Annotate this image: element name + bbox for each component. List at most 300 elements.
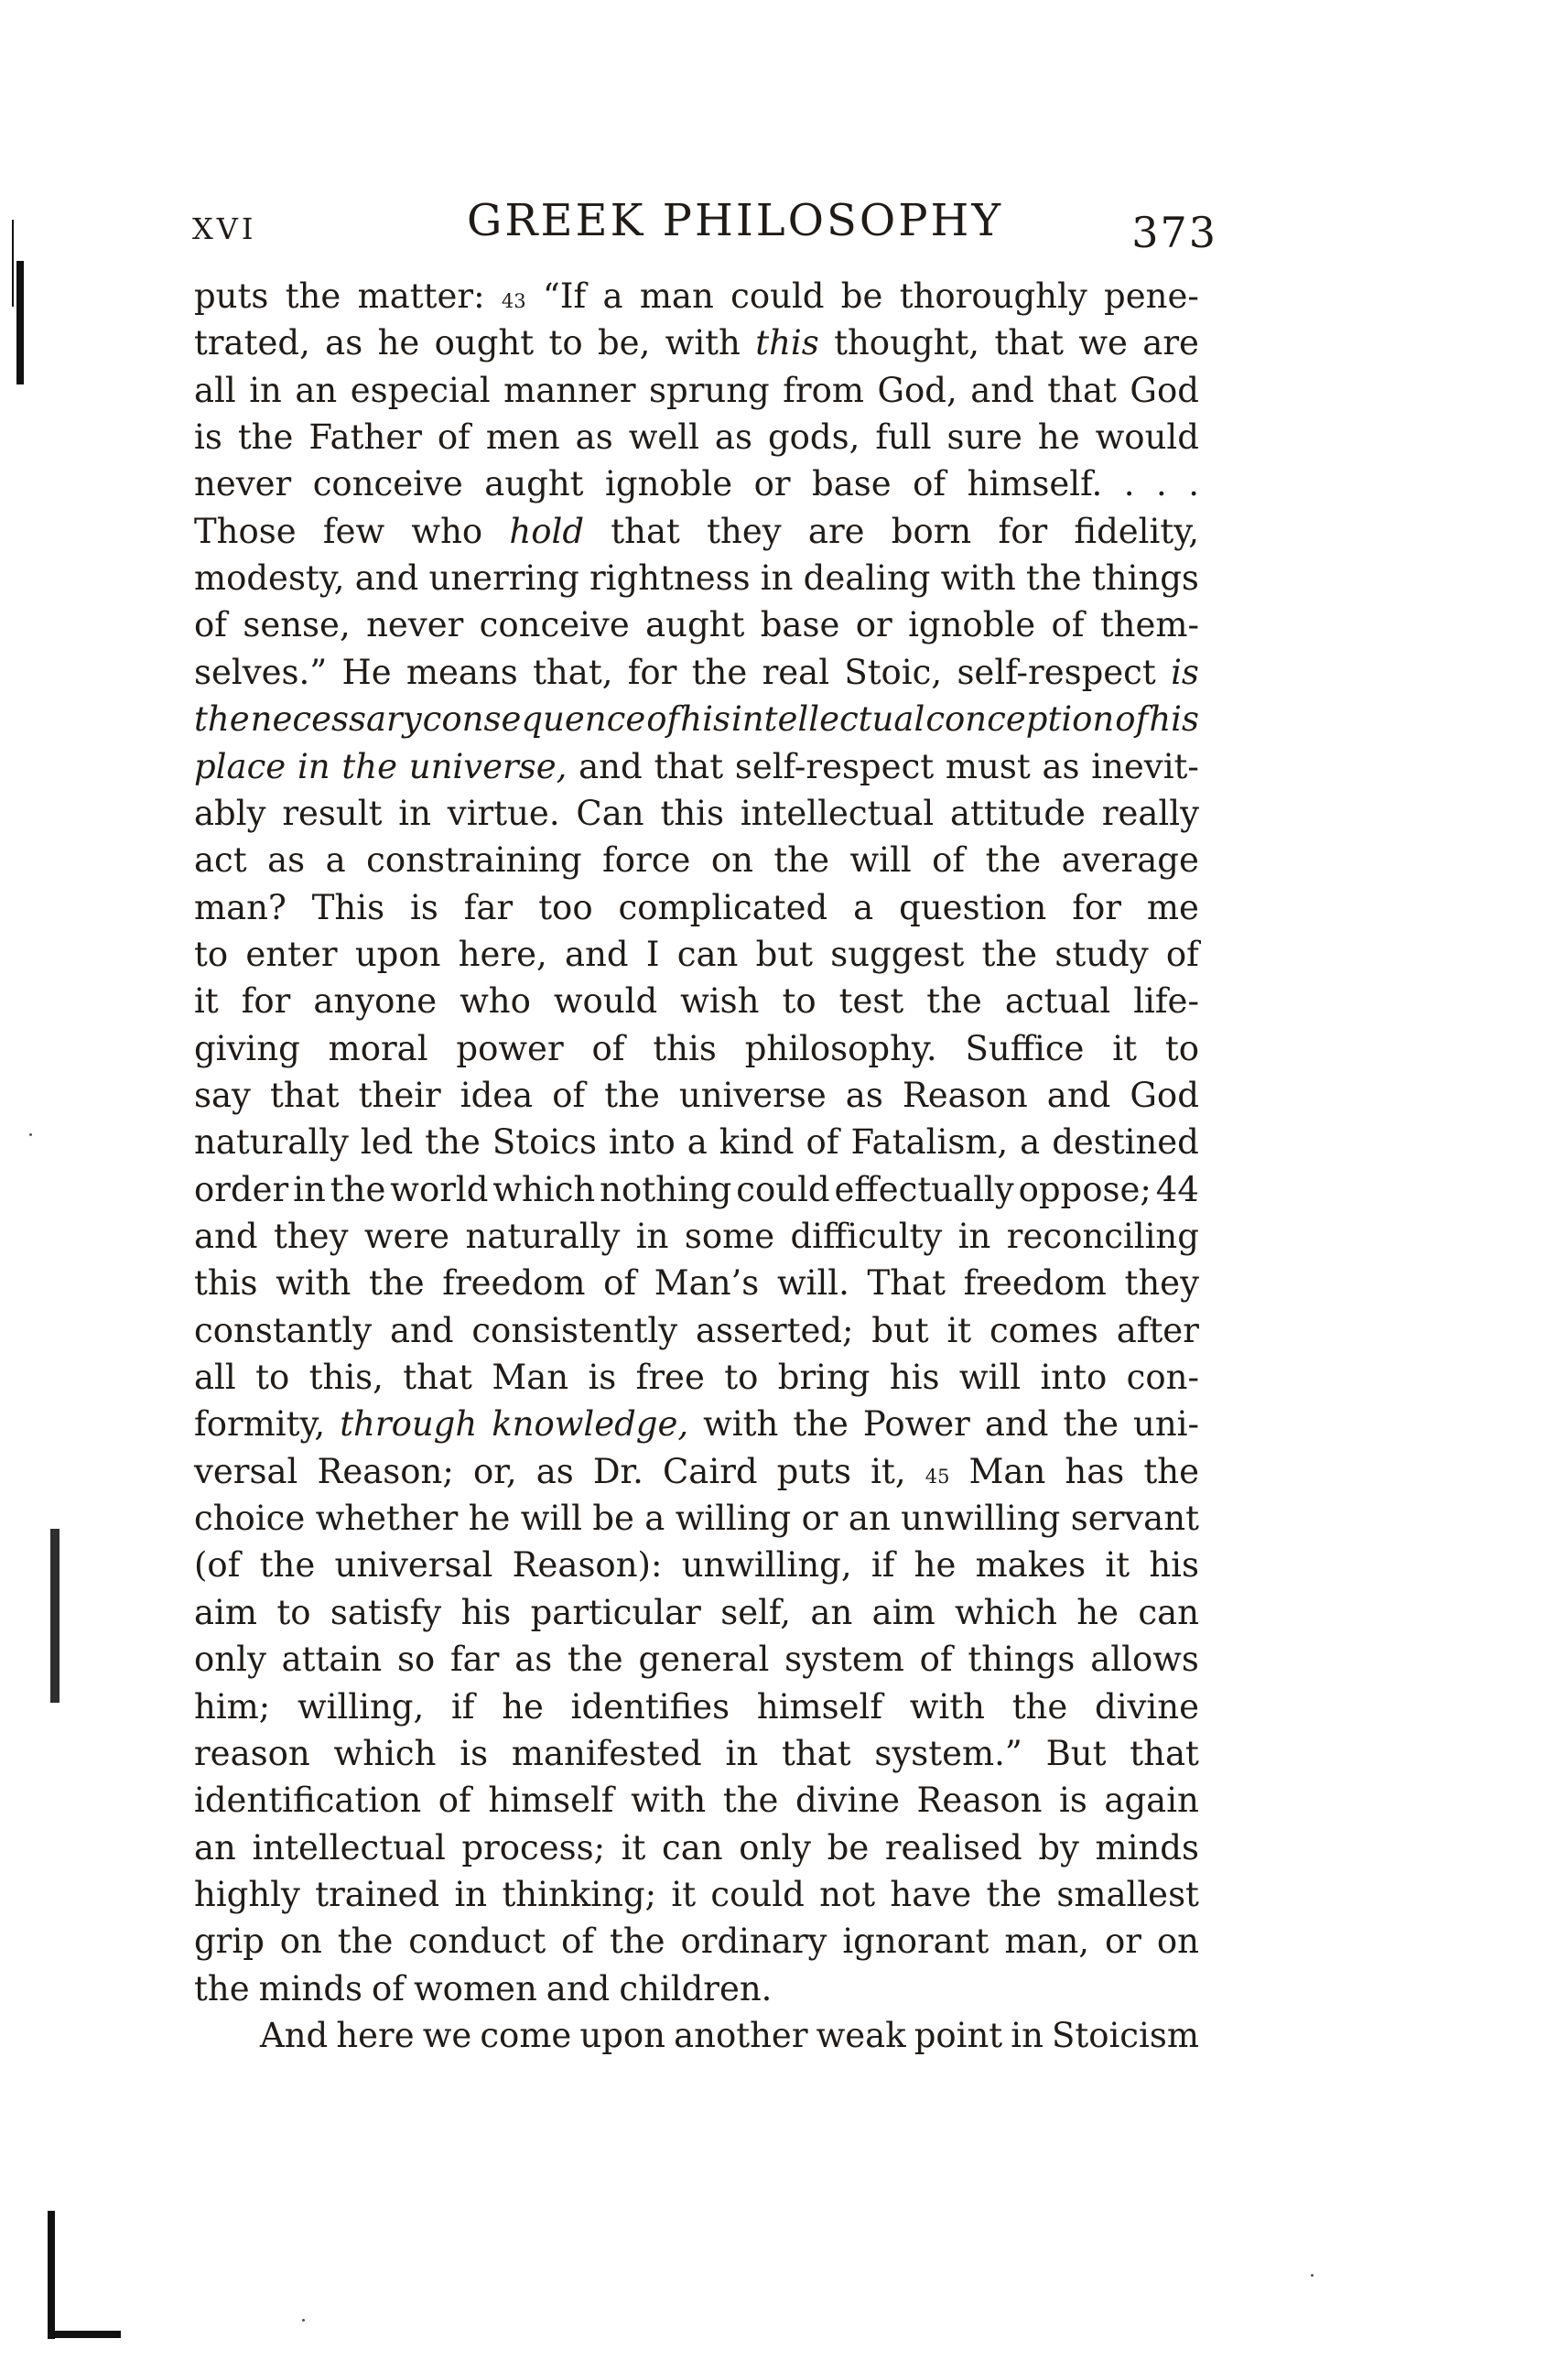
text-word: he xyxy=(1076,1592,1119,1632)
text-word: too xyxy=(538,887,593,927)
text-word: of xyxy=(552,1075,586,1115)
text-word: constantly xyxy=(194,1310,373,1350)
text-line: versal Reason; or, as Dr. Caird puts it, 45 Man has the xyxy=(194,1451,1199,1491)
text-word: of xyxy=(438,1781,471,1821)
text-word: Can xyxy=(576,793,644,833)
text-word: conception xyxy=(925,699,1115,740)
text-word: “If xyxy=(542,276,587,316)
text-word: who xyxy=(460,981,531,1022)
text-word: that xyxy=(1130,1733,1199,1773)
text-word: all xyxy=(194,1358,236,1398)
text-word: of xyxy=(913,464,946,504)
text-word: of xyxy=(561,1922,595,1962)
text-word: ably xyxy=(194,793,266,833)
text-line xyxy=(194,1875,1199,1921)
text-word: as xyxy=(514,1640,553,1680)
text-word: rightness xyxy=(589,558,751,599)
text-word: dealing xyxy=(803,558,931,599)
text-word: of xyxy=(919,1640,953,1680)
text-word: an xyxy=(810,1592,853,1632)
text-word: this, xyxy=(308,1358,384,1398)
text-word: Reason xyxy=(902,1075,1028,1115)
text-word: will xyxy=(958,1358,1022,1398)
text-word: This xyxy=(311,887,385,927)
text-word: them- xyxy=(1099,605,1199,645)
text-word: Man’s xyxy=(654,1263,760,1304)
text-word: base xyxy=(812,464,892,504)
text-word: have xyxy=(890,1874,972,1914)
text-word: of xyxy=(591,1028,625,1068)
text-word: they xyxy=(273,1217,349,1256)
text-word: reconciling xyxy=(1006,1217,1199,1256)
text-line xyxy=(194,699,1199,745)
text-word: naturally xyxy=(194,1122,349,1163)
text-word: act xyxy=(194,840,247,881)
text-word: with xyxy=(909,1686,985,1727)
text-word: Caird xyxy=(663,1451,758,1491)
text-word: the xyxy=(773,840,830,881)
text-word: could xyxy=(730,276,825,316)
text-word: or xyxy=(801,1499,838,1539)
text-word: naturally xyxy=(465,1217,621,1256)
text-word: smallest xyxy=(1056,1874,1199,1914)
text-word: divine xyxy=(795,1781,900,1821)
text-word: a xyxy=(325,840,346,881)
text-word: minds xyxy=(258,1968,363,2008)
text-word: all xyxy=(194,370,236,410)
text-line xyxy=(194,512,1199,558)
text-word: who xyxy=(411,511,483,551)
text-word: asserted; xyxy=(695,1310,854,1350)
text-word: real xyxy=(762,652,830,692)
text-word: allows xyxy=(1090,1640,1199,1680)
text-word: place xyxy=(194,746,287,786)
text-word: could xyxy=(736,1169,830,1209)
text-word: and xyxy=(354,558,419,599)
text-word: which xyxy=(955,1592,1057,1632)
text-word: average xyxy=(1061,840,1199,881)
text-word: has xyxy=(1065,1451,1125,1491)
text-word: from xyxy=(783,370,864,410)
text-word: me xyxy=(1146,887,1199,927)
text-line xyxy=(260,2016,1199,2062)
text-word: Man xyxy=(968,1451,1046,1491)
text-line xyxy=(194,1263,1199,1309)
text-word: effectually xyxy=(834,1169,1014,1209)
text-word: I xyxy=(645,934,660,974)
text-word: thoroughly xyxy=(899,276,1087,316)
text-line xyxy=(194,1311,1199,1357)
text-word: destined xyxy=(1052,1122,1199,1163)
text-word: life- xyxy=(1133,981,1199,1022)
text-word: a xyxy=(602,276,623,316)
text-word: minds xyxy=(1095,1827,1199,1868)
text-word: aught xyxy=(484,464,584,504)
text-word: aught xyxy=(645,605,745,645)
text-line xyxy=(194,1781,1199,1826)
text-word: of xyxy=(1051,605,1085,645)
text-word: Suffice xyxy=(965,1028,1085,1068)
text-word: he xyxy=(468,1499,511,1539)
text-line xyxy=(194,888,1199,934)
text-word: the xyxy=(722,1781,779,1821)
text-word: or, xyxy=(472,1451,517,1491)
text-word: intellectual xyxy=(252,1827,446,1868)
text-word: selves.” xyxy=(194,652,328,692)
text-word: a xyxy=(1020,1122,1041,1163)
left-scan-mark-top-thin xyxy=(12,220,14,307)
text-word: general xyxy=(638,1640,770,1680)
text-word: means xyxy=(406,652,518,692)
text-word: as xyxy=(267,840,306,881)
text-word: the xyxy=(568,1640,623,1680)
text-word: man xyxy=(639,276,714,316)
text-word: sure xyxy=(946,417,1022,458)
text-word: order xyxy=(194,1169,289,1209)
text-line xyxy=(194,1076,1199,1121)
text-word: another xyxy=(674,2015,808,2055)
text-word: in xyxy=(454,1874,488,1914)
text-line: puts the matter: 43 “If a man could be thoroughly pene- xyxy=(194,276,1199,316)
text-word: and xyxy=(194,1217,258,1256)
text-word: in xyxy=(1011,2015,1044,2055)
text-line xyxy=(194,1969,1199,2015)
text-word: and xyxy=(579,746,643,786)
text-word: weak xyxy=(816,2015,906,2055)
text-word: conduct xyxy=(408,1922,546,1962)
text-word: for xyxy=(998,511,1048,551)
text-word: on xyxy=(710,840,753,881)
text-line xyxy=(194,605,1199,651)
text-word: be, xyxy=(597,323,651,363)
text-word: con- xyxy=(1126,1358,1199,1398)
chapter-number: XVI xyxy=(192,211,257,246)
text-word: unerring xyxy=(428,558,579,599)
text-word: base xyxy=(760,605,840,645)
text-word: Stoics xyxy=(492,1122,597,1163)
text-word: He xyxy=(341,652,392,692)
text-word: difficulty xyxy=(790,1217,943,1256)
text-word: it, xyxy=(871,1451,906,1491)
text-word: trated, xyxy=(194,323,310,363)
text-word: of xyxy=(1165,934,1199,974)
text-word: system.” xyxy=(874,1733,1022,1773)
scan-speck xyxy=(29,1133,32,1136)
text-word: is xyxy=(588,1358,617,1398)
text-word: puts xyxy=(194,276,269,316)
text-word: few xyxy=(322,511,385,551)
text-word: things xyxy=(1091,558,1199,599)
text-word: the xyxy=(1143,1451,1199,1491)
page-number: 373 xyxy=(1131,208,1217,257)
text-word: thinking; xyxy=(502,1874,657,1914)
text-word: of xyxy=(437,417,470,458)
text-word: this xyxy=(660,793,724,833)
text-word: divine xyxy=(1095,1686,1199,1727)
text-word: this xyxy=(194,1263,258,1304)
text-word: the xyxy=(609,1922,665,1962)
text-word: never xyxy=(366,605,464,645)
text-word: of xyxy=(646,699,680,740)
text-word: actual xyxy=(1004,981,1111,1022)
left-scan-mark-bottom-vertical xyxy=(48,2211,55,2339)
text-word: the xyxy=(691,652,748,692)
page-header xyxy=(192,195,1217,259)
scan-speck xyxy=(302,2319,305,2322)
text-line xyxy=(194,1828,1199,1874)
text-word: Father xyxy=(308,417,422,458)
text-word: could xyxy=(710,1874,805,1914)
left-scan-mark-bottom-horizontal xyxy=(48,2331,121,2338)
text-word: And xyxy=(260,2015,329,2055)
text-word: are xyxy=(1142,323,1199,363)
text-word: question xyxy=(899,887,1047,927)
text-line xyxy=(194,558,1199,604)
text-word: the xyxy=(1063,1404,1119,1445)
text-word: this xyxy=(755,323,819,363)
text-word: self-respect xyxy=(734,746,935,786)
text-word: led xyxy=(360,1122,414,1163)
text-word: wish xyxy=(680,981,760,1022)
text-word: that xyxy=(994,323,1065,363)
text-word: intellectual xyxy=(730,699,925,740)
text-word: which xyxy=(333,1733,437,1773)
text-word: satisfy xyxy=(330,1592,442,1632)
text-word: that xyxy=(1047,370,1117,410)
text-word: he xyxy=(377,323,420,363)
text-line xyxy=(194,417,1199,463)
text-word: virtue. xyxy=(447,793,560,833)
text-word: only xyxy=(194,1640,266,1680)
text-word: will. xyxy=(776,1263,849,1304)
text-word: can xyxy=(1138,1592,1199,1632)
text-word: freedom xyxy=(442,1263,586,1304)
text-word: their xyxy=(358,1075,441,1115)
text-word: attain xyxy=(281,1640,383,1680)
text-word: is xyxy=(410,887,438,927)
text-word: to xyxy=(548,323,583,363)
text-word: into xyxy=(1040,1358,1108,1398)
text-word: himself. xyxy=(967,464,1103,504)
text-word: of xyxy=(1115,699,1149,740)
text-word: not xyxy=(819,1874,876,1914)
text-word: gods, xyxy=(767,417,860,458)
text-word: women xyxy=(414,1968,537,2008)
text-word: the xyxy=(194,699,250,740)
text-word: but xyxy=(871,1310,929,1350)
text-word: servant xyxy=(1070,1499,1199,1539)
text-word: study xyxy=(1054,934,1149,974)
text-word: is xyxy=(1059,1781,1087,1821)
text-word: he xyxy=(502,1686,544,1727)
text-word: modesty, xyxy=(194,558,345,599)
text-word: things xyxy=(968,1640,1076,1680)
text-word: whether xyxy=(315,1499,459,1539)
text-word: knowledge, xyxy=(492,1404,689,1445)
text-word: highly xyxy=(194,1874,300,1914)
text-word: the xyxy=(926,981,982,1022)
text-word: comes xyxy=(989,1310,1098,1350)
text-word: to xyxy=(255,1358,290,1398)
text-word: can xyxy=(676,934,739,974)
text-word: pene- xyxy=(1104,276,1199,316)
text-line xyxy=(194,840,1199,886)
text-word: that xyxy=(781,1733,851,1773)
text-word: through xyxy=(340,1404,478,1445)
text-word: God, xyxy=(877,370,957,410)
text-word: come xyxy=(480,2015,572,2055)
text-word: himself xyxy=(756,1686,883,1727)
text-word: identification xyxy=(194,1781,422,1821)
text-word: willing xyxy=(675,1499,792,1539)
text-word: of xyxy=(932,840,966,881)
text-word: aim xyxy=(194,1592,257,1632)
text-word: full xyxy=(875,417,932,458)
text-word: a xyxy=(853,887,874,927)
text-word: universe, xyxy=(408,746,568,786)
text-word: here, xyxy=(458,934,547,974)
text-word: Man xyxy=(492,1358,569,1398)
text-word: it xyxy=(946,1310,972,1350)
text-word: suggest xyxy=(830,934,965,974)
text-word: an xyxy=(194,1827,236,1868)
text-word: or xyxy=(753,464,791,504)
text-word: kind xyxy=(719,1122,795,1163)
text-word: result xyxy=(282,793,383,833)
text-word: uni- xyxy=(1133,1404,1199,1445)
text-word: if xyxy=(871,1545,895,1586)
text-word: bring xyxy=(777,1358,871,1398)
text-word: realised xyxy=(884,1827,1022,1868)
text-word: freedom xyxy=(963,1263,1107,1304)
text-word: it xyxy=(1112,1028,1137,1068)
text-word: . xyxy=(1123,464,1135,504)
text-word: trained xyxy=(315,1874,440,1914)
text-line xyxy=(194,981,1199,1027)
text-word: of xyxy=(372,1968,406,2008)
text-word: were xyxy=(363,1217,450,1256)
text-word: to xyxy=(782,981,816,1022)
text-word: sprung xyxy=(649,370,770,410)
text-word: is xyxy=(460,1733,489,1773)
text-word: That xyxy=(867,1263,946,1304)
text-word: here xyxy=(336,2015,415,2055)
text-word: far xyxy=(463,887,514,927)
text-word: men xyxy=(485,417,560,458)
text-word: so xyxy=(396,1640,436,1680)
text-word: willing, xyxy=(297,1686,425,1727)
text-word: are xyxy=(807,511,865,551)
text-line xyxy=(194,371,1199,417)
text-line xyxy=(194,1217,1199,1262)
text-word: Reason; xyxy=(317,1451,454,1491)
text-line xyxy=(194,1640,1199,1685)
text-word: versal xyxy=(194,1451,298,1491)
text-word: the xyxy=(194,1968,250,2008)
text-line xyxy=(194,1029,1199,1075)
text-line xyxy=(194,1404,1199,1450)
text-line xyxy=(194,1922,1199,1967)
text-word: they xyxy=(707,511,782,551)
text-word: in xyxy=(297,746,330,786)
text-word: well xyxy=(628,417,699,458)
text-word: upon xyxy=(354,934,441,974)
text-line xyxy=(194,1687,1199,1733)
text-word: this xyxy=(653,1028,717,1068)
text-word: a xyxy=(687,1122,708,1163)
text-word: intellectual xyxy=(740,793,935,833)
text-word: for xyxy=(1072,887,1121,927)
text-word: process; xyxy=(461,1827,606,1868)
text-word: a xyxy=(644,1499,665,1539)
text-word: for xyxy=(627,652,677,692)
text-word: we xyxy=(1078,323,1128,363)
text-word: say xyxy=(194,1075,251,1115)
text-word: as xyxy=(535,1451,574,1491)
text-word: with xyxy=(940,558,1016,599)
text-word: anyone xyxy=(313,981,438,1022)
text-word: Reason): xyxy=(512,1545,663,1586)
text-word: the xyxy=(985,840,1042,881)
text-word: it xyxy=(194,981,219,1022)
text-word: God xyxy=(1130,1075,1199,1115)
text-word: test xyxy=(838,981,904,1022)
text-word: . xyxy=(1188,464,1199,504)
text-word: with xyxy=(631,1781,707,1821)
text-word: particular xyxy=(530,1592,701,1632)
text-word: on xyxy=(279,1922,322,1962)
text-word: and xyxy=(970,370,1034,410)
text-word: really xyxy=(1101,793,1199,833)
text-word: sense, xyxy=(243,605,351,645)
text-word: which xyxy=(492,1169,596,1209)
text-word: in xyxy=(293,1169,326,1209)
text-word: to xyxy=(194,934,229,974)
text-word: system xyxy=(784,1640,904,1680)
text-word: enter xyxy=(245,934,338,974)
text-line xyxy=(194,653,1199,698)
text-word: children. xyxy=(619,1968,773,2008)
text-word: only xyxy=(739,1827,812,1868)
text-word: in xyxy=(398,793,431,833)
text-word: attitude xyxy=(950,793,1086,833)
text-word: in xyxy=(957,1217,991,1256)
text-word: self-respect xyxy=(957,652,1156,692)
text-word: can xyxy=(662,1827,723,1868)
text-word: be xyxy=(827,1827,870,1868)
text-word: or xyxy=(1104,1922,1141,1962)
text-word: his xyxy=(889,1358,940,1398)
text-word: giving xyxy=(194,1028,300,1068)
text-word: formity, xyxy=(194,1404,326,1445)
text-line xyxy=(194,323,1199,369)
text-word: the xyxy=(369,1263,425,1304)
text-word: philosophy. xyxy=(744,1028,937,1068)
text-word: the xyxy=(425,1122,481,1163)
text-word: identifies xyxy=(570,1686,730,1727)
text-word: would xyxy=(553,981,658,1022)
text-word: inevit- xyxy=(1091,746,1199,786)
text-word: again xyxy=(1104,1781,1199,1821)
text-word: an xyxy=(295,370,338,410)
text-word: 44 xyxy=(1155,1169,1199,1209)
text-word: the xyxy=(1026,558,1082,599)
text-word: as xyxy=(325,323,363,363)
text-word: it xyxy=(671,1874,697,1914)
text-line xyxy=(194,1122,1199,1168)
text-word: Reason xyxy=(916,1781,1043,1821)
left-scan-mark-middle xyxy=(50,1529,59,1703)
